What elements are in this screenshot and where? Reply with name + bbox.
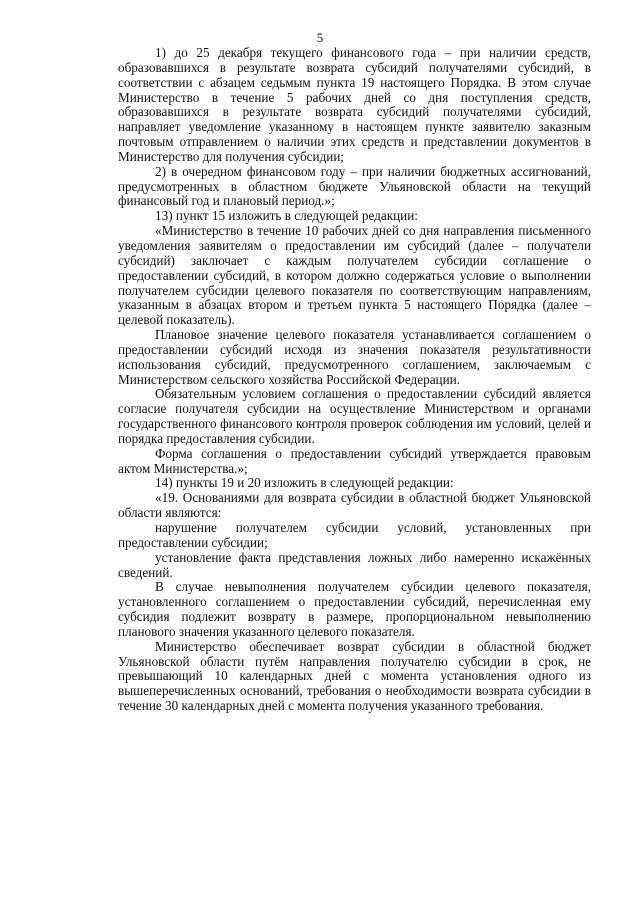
document-body <box>118 46 591 714</box>
paragraph: 2) в очередном финансовом году – при наличии бюджетных ассигнований, предусмотренных в областном бюджете Ульяновской области на текущий финансовый год и плановый период.»; <box>118 163 591 209</box>
paragraph: установление факта представления ложных либо намеренно искажённых сведений. <box>118 549 591 580</box>
paragraph: «19. Основаниями для возврата субсидии в областной бюджет Ульяновской области являются: <box>118 490 591 521</box>
paragraph: В случае невыполнения получателем субсидии целевого показателя, установленного соглашением о предоставлении субсидий, перечисленная ему субсидия подлежит возврату в размере, пропорциональном невыполнению планового значения указанного целевого показателя. <box>118 579 591 639</box>
paragraph: нарушение получателем субсидии условий, установленных при предоставлении субсидии; <box>118 520 591 550</box>
paragraph: Форма соглашения о предоставлении субсидий утверждается правовым актом Министерства.»; <box>118 445 591 476</box>
paragraph: 13) пункт 15 изложить в следующей редакции: <box>155 208 418 224</box>
paragraph: Плановое значение целевого показателя устанавливается соглашением о предоставлении субсидий исходя из значения показателя результативности использования субсидий, предусмотренного соглашением, заключаемым с Министерством сельского хозяйства Российской Федерации. <box>118 327 591 387</box>
paragraph: 1) до 25 декабря текущего финансового года – при наличии средств, образовавшихся в результате возврата субсидий получателями субсидий, в соответствии с абзацем седьмым пункта 19 настоящего Порядка. В этом случае Министерство в течение 5 рабочих дней со дня поступления средств, образовавшихся в результате возврата субсидий получателями субсидий, направляет уведомление указанному в настоящем пункте заявителю заказным почтовым отправлением о наличии этих средств и представлении документов в Министерство для получения субсидии; <box>118 45 591 164</box>
paragraph: «Министерство в течение 10 рабочих дней со дня направления письменного уведомления заявителям о предоставлении им субсидий (далее – получатели субсидий) заключает с каждым получателем субсидии соглашение о предоставлении субсидий, в котором должно содержаться условие о выполнении получателем субсидии целевого показателя по соответствующим направлениям, указанным в абзацах втором и третьем пункта 5 настоящего Порядка (далее – целевой показатель). <box>118 223 591 328</box>
paragraph: Министерство обеспечивает возврат субсидии в областной бюджет Ульяновской области путём направления получателю субсидии в срок, не превышающий 10 календарных дней с момента установления одного из вышеперечисленных оснований, требования о необходимости возврата субсидии в течение 30 календарных дней с момента получения указанного требования. <box>118 638 591 714</box>
page-number: 5 <box>316 30 324 45</box>
paragraph: Обязательным условием соглашения о предоставлении субсидий является согласие получателя субсидии на осуществление Министерством и органами государственного финансового контроля проверок соблюдения им условий, целей и порядка предоставления субсидии. <box>118 386 591 446</box>
paragraph: 14) пункты 19 и 20 изложить в следующей редакции: <box>155 475 454 491</box>
